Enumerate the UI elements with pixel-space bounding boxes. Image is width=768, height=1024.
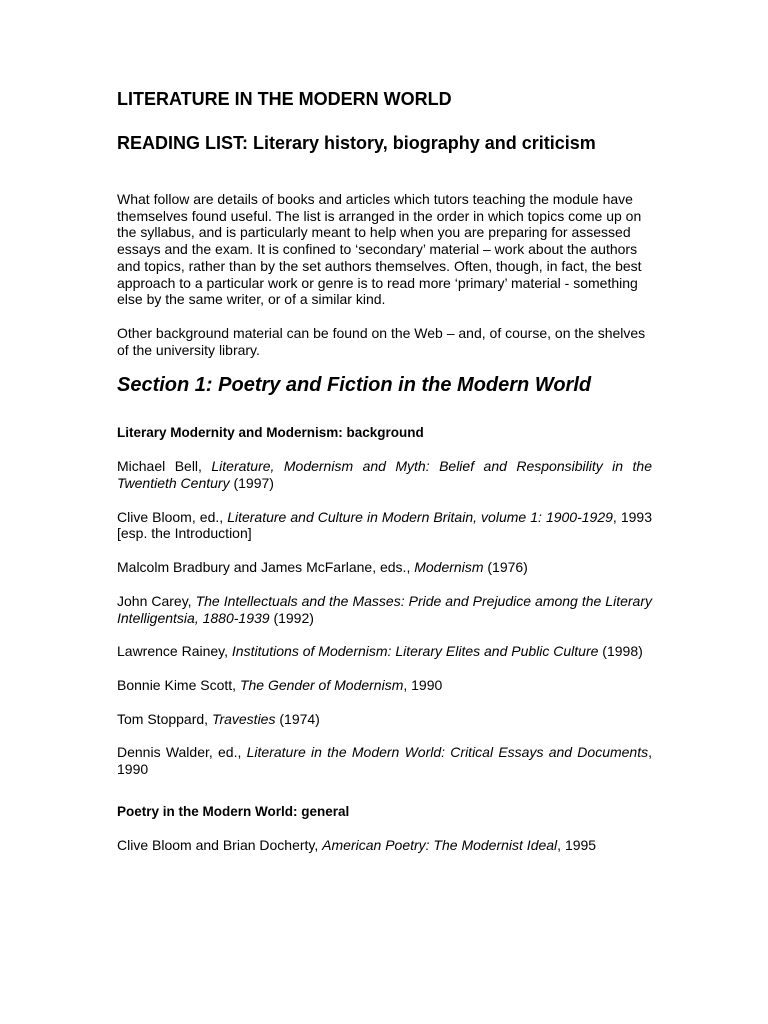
entry-author: Dennis Walder, ed., (117, 744, 247, 761)
entry-author: Michael Bell, (117, 458, 212, 475)
reading-list-heading: READING LIST: Literary history, biography and criticism (117, 133, 596, 153)
bibliography-entry (117, 677, 652, 694)
entry-title: Literature, Modernism and Myth: Belief and Responsibility in the Twentieth Century (117, 458, 652, 492)
bibliography-entry (117, 509, 652, 542)
bibliography-entry (117, 837, 652, 854)
intro-paragraph: What follow are details of books and articles which tutors teaching the module have themselves found useful. The list is arranged in the order in which topics come up on the syllabus, and is particularly meant to help when you are preparing for assessed essays and the exam. It is confined to ‘secondary’ material – work about the authors and topics, rather than by the set authors themselves. Often, though, in fact, the best approach to a particular work or genre is to read more ‘primary’ material - something else by the same writer, or of a similar kind. (117, 191, 642, 308)
entry-author: Malcolm Bradbury and James McFarlane, eds., (117, 559, 415, 576)
bibliography-entry (117, 458, 652, 491)
entry-title: Literature and Culture in Modern Britain, volume 1: 1900-1929 (227, 508, 613, 525)
entry-title: Travesties (211, 710, 276, 727)
entry-date: (1974) (275, 710, 320, 727)
entry-date: , 1995 (557, 836, 597, 853)
entry-title: Modernism (414, 559, 484, 576)
bibliography-entry (117, 559, 652, 576)
entry-date: , 1990 (117, 744, 652, 778)
bibliography-entry (117, 643, 652, 660)
entry-author: Tom Stoppard, (117, 710, 212, 727)
entry-title: Institutions of Modernism: Literary Elites and Public Culture (231, 643, 599, 660)
entry-date: (1998) (598, 643, 643, 660)
entry-title: Literature in the Modern World: Critical Essays and Documents (246, 744, 649, 761)
subsection-heading: Poetry in the Modern World: general (117, 803, 350, 819)
document-title: LITERATURE IN THE MODERN WORLD (117, 89, 452, 109)
entry-author: Bonnie Kime Scott, (117, 676, 240, 693)
entry-date: (1992) (269, 609, 314, 626)
entry-date: (1997) (229, 475, 274, 492)
entry-author: Clive Bloom, ed., (117, 508, 228, 525)
entry-author: Lawrence Rainey, (117, 643, 232, 660)
entry-title: The Gender of Modernism (239, 676, 404, 693)
bibliography-entry (117, 711, 652, 728)
entry-title: American Poetry: The Modernist Ideal (322, 836, 558, 853)
bibliography-entry (117, 744, 652, 777)
entry-title: The Intellectuals and the Masses: Pride and Prejudice among the Literary Intelligentsia, 1880-1939 (117, 592, 652, 626)
entry-date: (1976) (483, 559, 528, 576)
bibliography-entry (117, 593, 652, 626)
intro-paragraph: Other background material can be found on the Web – and, of course, on the shelves of the university library. (117, 324, 646, 358)
section-heading: Section 1: Poetry and Fiction in the Modern World (117, 374, 592, 397)
entry-author: John Carey, (117, 592, 196, 609)
entry-date: , 1993 [esp. the Introduction] (117, 508, 652, 542)
document-page (117, 88, 652, 853)
subsection-heading: Literary Modernity and Modernism: background (117, 425, 424, 441)
entry-author: Clive Bloom and Brian Docherty, (117, 836, 323, 853)
entry-date: , 1990 (403, 676, 443, 693)
